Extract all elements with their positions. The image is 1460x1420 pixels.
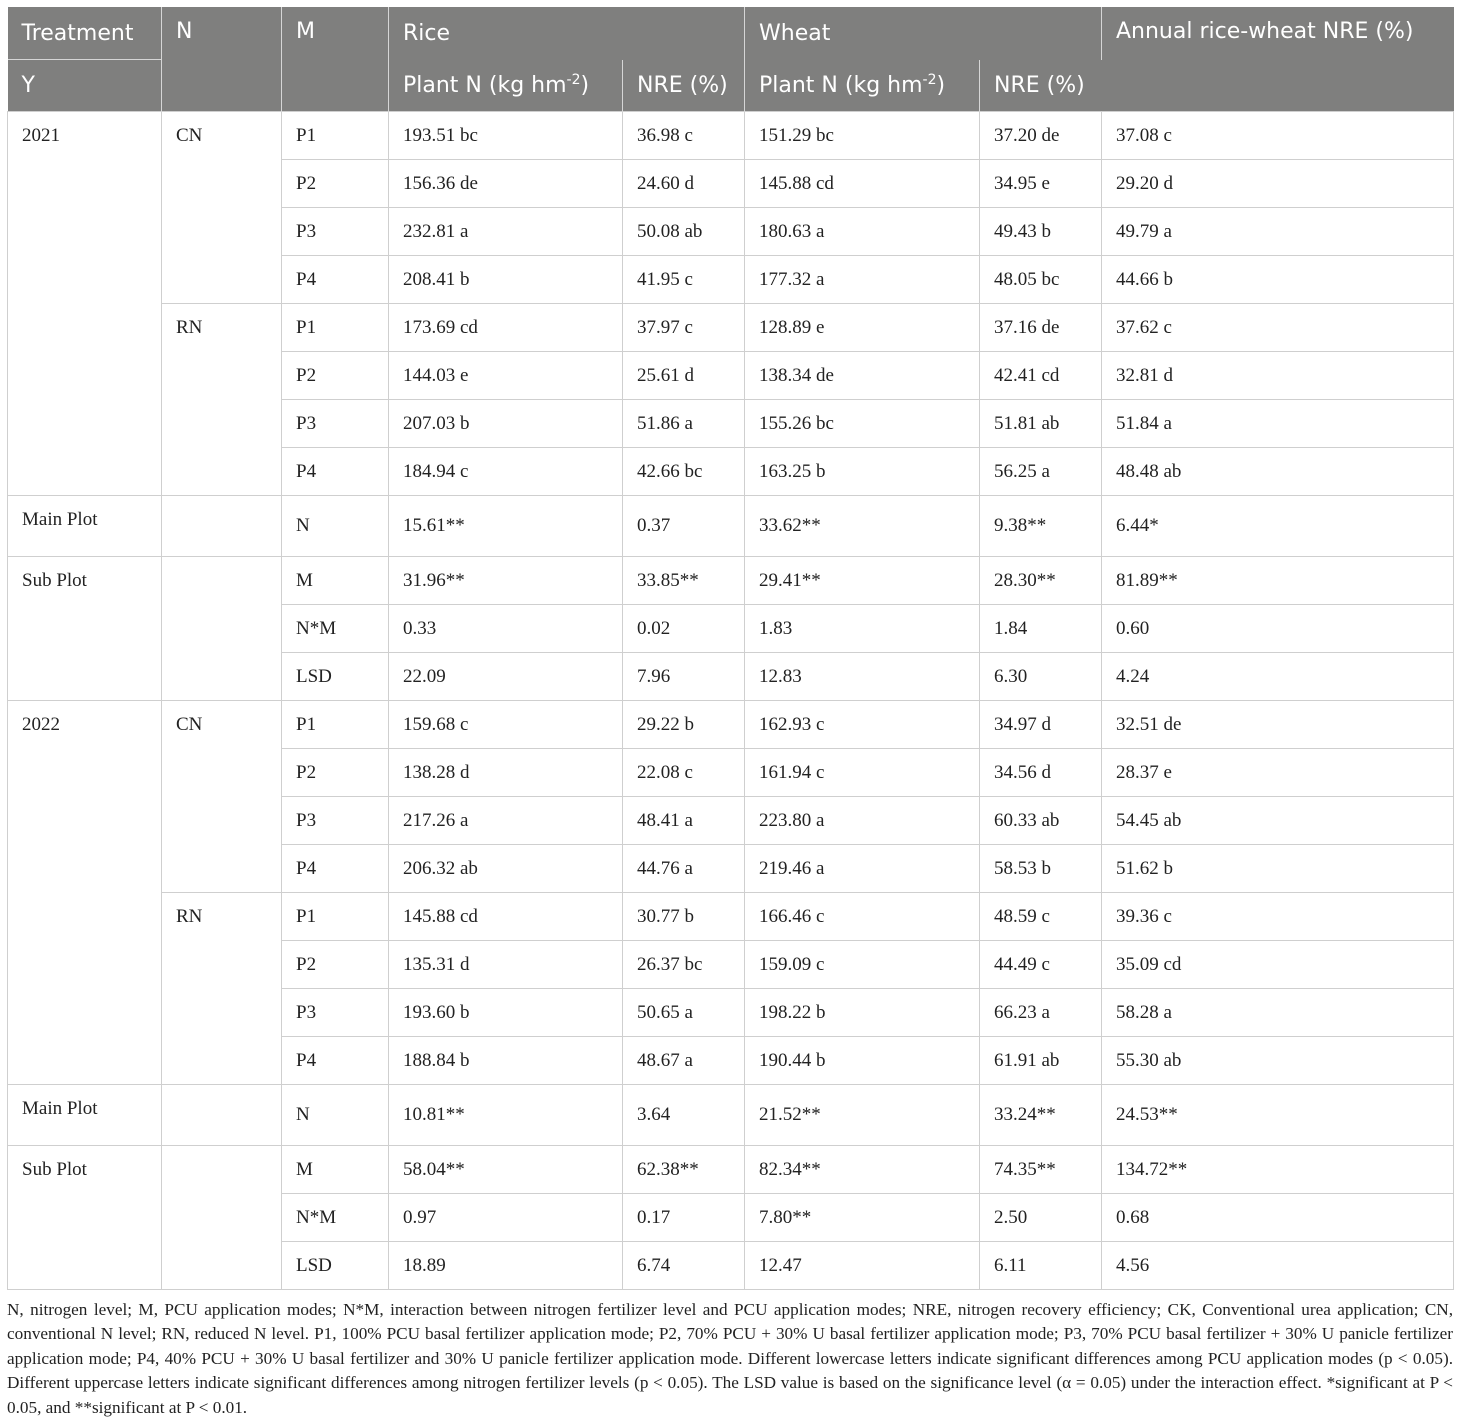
cell-wheat-nre: 48.05 bc [980,256,1102,304]
header-rice-nre: NRE (%) [623,60,745,112]
cell-n-level: RN [162,893,282,1085]
cell-rice-nre: 48.41 a [623,797,745,845]
cell-m: P2 [282,749,389,797]
cell-rice-plant-n: 58.04** [389,1146,623,1194]
cell-wheat-plant-n: 198.22 b [745,989,980,1037]
cell-rice-nre: 3.64 [623,1085,745,1146]
cell-wheat-plant-n: 219.46 a [745,845,980,893]
cell-rice-nre: 51.86 a [623,400,745,448]
cell-wheat-nre: 60.33 ab [980,797,1102,845]
cell-wheat-plant-n: 29.41** [745,557,980,605]
cell-wheat-nre: 2.50 [980,1194,1102,1242]
cell-annual-nre: 54.45 ab [1102,797,1454,845]
cell-rice-plant-n: 0.97 [389,1194,623,1242]
cell-wheat-plant-n: 162.93 c [745,701,980,749]
cell-wheat-nre: 58.53 b [980,845,1102,893]
cell-rice-nre: 7.96 [623,653,745,701]
table-footnote: N, nitrogen level; M, PCU application modes; N*M, interaction between nitrogen fertilizer level and PCU application modes; NRE, nitrogen recovery efficiency; CK, Conventional urea application; CN, conventional N level; RN, reduced N level. P1, 100% PCU basal fertilizer application mode; P2, 70% PCU + 30% U basal fertilizer application mode; P3, 70% PCU basal fertilizer + 30% U panicle fertilizer application mode; P4, 40% PCU + 30% U basal fertilizer and 30% U panicle fertilizer application mode. Different lowercase letters indicate significant differences among PCU application modes (p < 0.05). Different uppercase letters indicate significant differences among nitrogen fertilizer levels (p < 0.05). The LSD value is based on the significance level (α = 0.05) under the interaction effect. *significant at P < 0.05, and **significant at P < 0.01. [7,1300,1453,1417]
cell-annual-nre: 51.62 b [1102,845,1454,893]
cell-rice-nre: 30.77 b [623,893,745,941]
cell-rice-nre: 41.95 c [623,256,745,304]
cell-rice-nre: 48.67 a [623,1037,745,1085]
cell-m: P1 [282,893,389,941]
cell-wheat-plant-n: 82.34** [745,1146,980,1194]
cell-rice-nre: 0.17 [623,1194,745,1242]
cell-wheat-plant-n: 21.52** [745,1085,980,1146]
cell-wheat-plant-n: 180.63 a [745,208,980,256]
cell-annual-nre: 32.81 d [1102,352,1454,400]
cell-m: P1 [282,304,389,352]
nre-table [7,7,1454,1290]
cell-wheat-nre: 48.59 c [980,893,1102,941]
cell-m: P3 [282,208,389,256]
cell-wheat-plant-n: 223.80 a [745,797,980,845]
header-y: Y [8,60,162,112]
cell-rice-nre: 37.97 c [623,304,745,352]
cell-wheat-plant-n: 138.34 de [745,352,980,400]
cell-m: P1 [282,701,389,749]
cell-n-level [162,557,282,701]
cell-rice-plant-n: 138.28 d [389,749,623,797]
cell-wheat-nre: 34.97 d [980,701,1102,749]
table-header [8,7,1454,112]
cell-annual-nre: 32.51 de [1102,701,1454,749]
cell-rice-plant-n: 22.09 [389,653,623,701]
cell-annual-nre: 51.84 a [1102,400,1454,448]
cell-n-level: RN [162,304,282,496]
cell-m: P4 [282,1037,389,1085]
cell-wheat-nre: 9.38** [980,496,1102,557]
cell-rice-plant-n: 159.68 c [389,701,623,749]
cell-rice-plant-n: 156.36 de [389,160,623,208]
cell-annual-nre: 48.48 ab [1102,448,1454,496]
cell-m: P2 [282,941,389,989]
cell-n-level: CN [162,701,282,893]
cell-rice-plant-n: 208.41 b [389,256,623,304]
cell-wheat-nre: 6.11 [980,1242,1102,1290]
table-body [8,112,1454,1290]
cell-rice-plant-n: 144.03 e [389,352,623,400]
table-container [7,7,1453,1420]
cell-rice-nre: 26.37 bc [623,941,745,989]
cell-annual-nre: 134.72** [1102,1146,1454,1194]
cell-wheat-plant-n: 7.80** [745,1194,980,1242]
cell-annual-nre: 4.56 [1102,1242,1454,1290]
header-treatment: Treatment [8,7,162,60]
cell-rice-plant-n: 135.31 d [389,941,623,989]
cell-wheat-nre: 34.56 d [980,749,1102,797]
cell-rice-plant-n: 145.88 cd [389,893,623,941]
cell-annual-nre: 6.44* [1102,496,1454,557]
cell-wheat-plant-n: 155.26 bc [745,400,980,448]
cell-n-level [162,1085,282,1146]
cell-main-plot-label: Main Plot [8,1085,162,1146]
cell-annual-nre: 58.28 a [1102,989,1454,1037]
cell-n-level [162,1146,282,1290]
header-wheat: Wheat [745,7,1102,60]
header-annual-nre: Annual rice-wheat NRE (%) [1102,7,1454,112]
cell-rice-plant-n: 0.33 [389,605,623,653]
cell-rice-plant-n: 18.89 [389,1242,623,1290]
cell-annual-nre: 37.62 c [1102,304,1454,352]
cell-rice-plant-n: 184.94 c [389,448,623,496]
cell-m: M [282,557,389,605]
cell-m: P2 [282,160,389,208]
cell-wheat-plant-n: 128.89 e [745,304,980,352]
cell-rice-nre: 42.66 bc [623,448,745,496]
cell-rice-plant-n: 207.03 b [389,400,623,448]
cell-annual-nre: 35.09 cd [1102,941,1454,989]
table-row-main-plot [8,496,1454,557]
cell-year: 2021 [8,112,162,496]
cell-sub-plot-label: Sub Plot [8,1146,162,1290]
cell-wheat-nre: 37.20 de [980,112,1102,160]
table-row [8,893,1454,941]
cell-n-level [162,496,282,557]
cell-m: P3 [282,400,389,448]
header-m: M [282,7,389,112]
cell-wheat-plant-n: 163.25 b [745,448,980,496]
cell-rice-nre: 29.22 b [623,701,745,749]
cell-annual-nre: 0.60 [1102,605,1454,653]
cell-wheat-plant-n: 166.46 c [745,893,980,941]
cell-rice-plant-n: 193.51 bc [389,112,623,160]
cell-wheat-plant-n: 12.83 [745,653,980,701]
cell-rice-plant-n: 173.69 cd [389,304,623,352]
cell-annual-nre: 28.37 e [1102,749,1454,797]
cell-rice-nre: 22.08 c [623,749,745,797]
cell-wheat-plant-n: 12.47 [745,1242,980,1290]
table-row [8,304,1454,352]
cell-rice-plant-n: 31.96** [389,557,623,605]
cell-wheat-nre: 1.84 [980,605,1102,653]
cell-wheat-plant-n: 151.29 bc [745,112,980,160]
cell-m: N [282,1085,389,1146]
cell-rice-plant-n: 188.84 b [389,1037,623,1085]
cell-rice-plant-n: 232.81 a [389,208,623,256]
cell-wheat-plant-n: 33.62** [745,496,980,557]
cell-m: N*M [282,605,389,653]
cell-annual-nre: 55.30 ab [1102,1037,1454,1085]
cell-rice-nre: 0.37 [623,496,745,557]
cell-m: P3 [282,989,389,1037]
cell-rice-nre: 50.08 ab [623,208,745,256]
cell-m: P4 [282,256,389,304]
cell-wheat-nre: 6.30 [980,653,1102,701]
cell-rice-plant-n: 15.61** [389,496,623,557]
table-row-main-plot [8,1085,1454,1146]
cell-wheat-plant-n: 145.88 cd [745,160,980,208]
cell-wheat-nre: 33.24** [980,1085,1102,1146]
table-row [8,701,1454,749]
cell-m: P3 [282,797,389,845]
cell-wheat-plant-n: 159.09 c [745,941,980,989]
cell-wheat-nre: 61.91 ab [980,1037,1102,1085]
cell-m: LSD [282,1242,389,1290]
cell-wheat-nre: 66.23 a [980,989,1102,1037]
cell-wheat-nre: 74.35** [980,1146,1102,1194]
cell-main-plot-label: Main Plot [8,496,162,557]
cell-m: LSD [282,653,389,701]
cell-rice-plant-n: 217.26 a [389,797,623,845]
table-row-sub-plot [8,1146,1454,1194]
cell-wheat-nre: 37.16 de [980,304,1102,352]
cell-wheat-nre: 56.25 a [980,448,1102,496]
cell-annual-nre: 29.20 d [1102,160,1454,208]
cell-rice-nre: 33.85** [623,557,745,605]
header-wheat-nre: NRE (%) [980,60,1102,112]
cell-annual-nre: 49.79 a [1102,208,1454,256]
cell-wheat-plant-n: 190.44 b [745,1037,980,1085]
cell-wheat-plant-n: 1.83 [745,605,980,653]
cell-wheat-nre: 44.49 c [980,941,1102,989]
cell-m: N*M [282,1194,389,1242]
cell-rice-nre: 25.61 d [623,352,745,400]
cell-annual-nre: 4.24 [1102,653,1454,701]
cell-year: 2022 [8,701,162,1085]
cell-n-level: CN [162,112,282,304]
cell-annual-nre: 81.89** [1102,557,1454,605]
cell-rice-plant-n: 10.81** [389,1085,623,1146]
cell-m: N [282,496,389,557]
cell-rice-nre: 62.38** [623,1146,745,1194]
cell-rice-plant-n: 193.60 b [389,989,623,1037]
cell-rice-nre: 24.60 d [623,160,745,208]
cell-wheat-plant-n: 161.94 c [745,749,980,797]
cell-m: M [282,1146,389,1194]
cell-m: P1 [282,112,389,160]
cell-wheat-nre: 28.30** [980,557,1102,605]
cell-annual-nre: 24.53** [1102,1085,1454,1146]
cell-wheat-nre: 34.95 e [980,160,1102,208]
cell-annual-nre: 44.66 b [1102,256,1454,304]
cell-wheat-nre: 51.81 ab [980,400,1102,448]
cell-rice-plant-n: 206.32 ab [389,845,623,893]
header-wheat-plant-n: Plant N (kg $hm^{-2}$) [745,60,980,112]
header-n: N [162,7,282,112]
cell-rice-nre: 36.98 c [623,112,745,160]
cell-m: P2 [282,352,389,400]
cell-rice-nre: 6.74 [623,1242,745,1290]
header-rice-plant-n: Plant N (kg $hm^{-2}$) [389,60,623,112]
table-row-sub-plot [8,557,1454,605]
cell-annual-nre: 0.68 [1102,1194,1454,1242]
cell-m: P4 [282,448,389,496]
cell-sub-plot-label: Sub Plot [8,557,162,701]
cell-wheat-nre: 49.43 b [980,208,1102,256]
cell-rice-nre: 44.76 a [623,845,745,893]
cell-wheat-nre: 42.41 cd [980,352,1102,400]
header-rice: Rice [389,7,745,60]
cell-annual-nre: 37.08 c [1102,112,1454,160]
table-row [8,112,1454,160]
cell-rice-nre: 0.02 [623,605,745,653]
cell-rice-nre: 50.65 a [623,989,745,1037]
cell-annual-nre: 39.36 c [1102,893,1454,941]
cell-m: P4 [282,845,389,893]
cell-wheat-plant-n: 177.32 a [745,256,980,304]
